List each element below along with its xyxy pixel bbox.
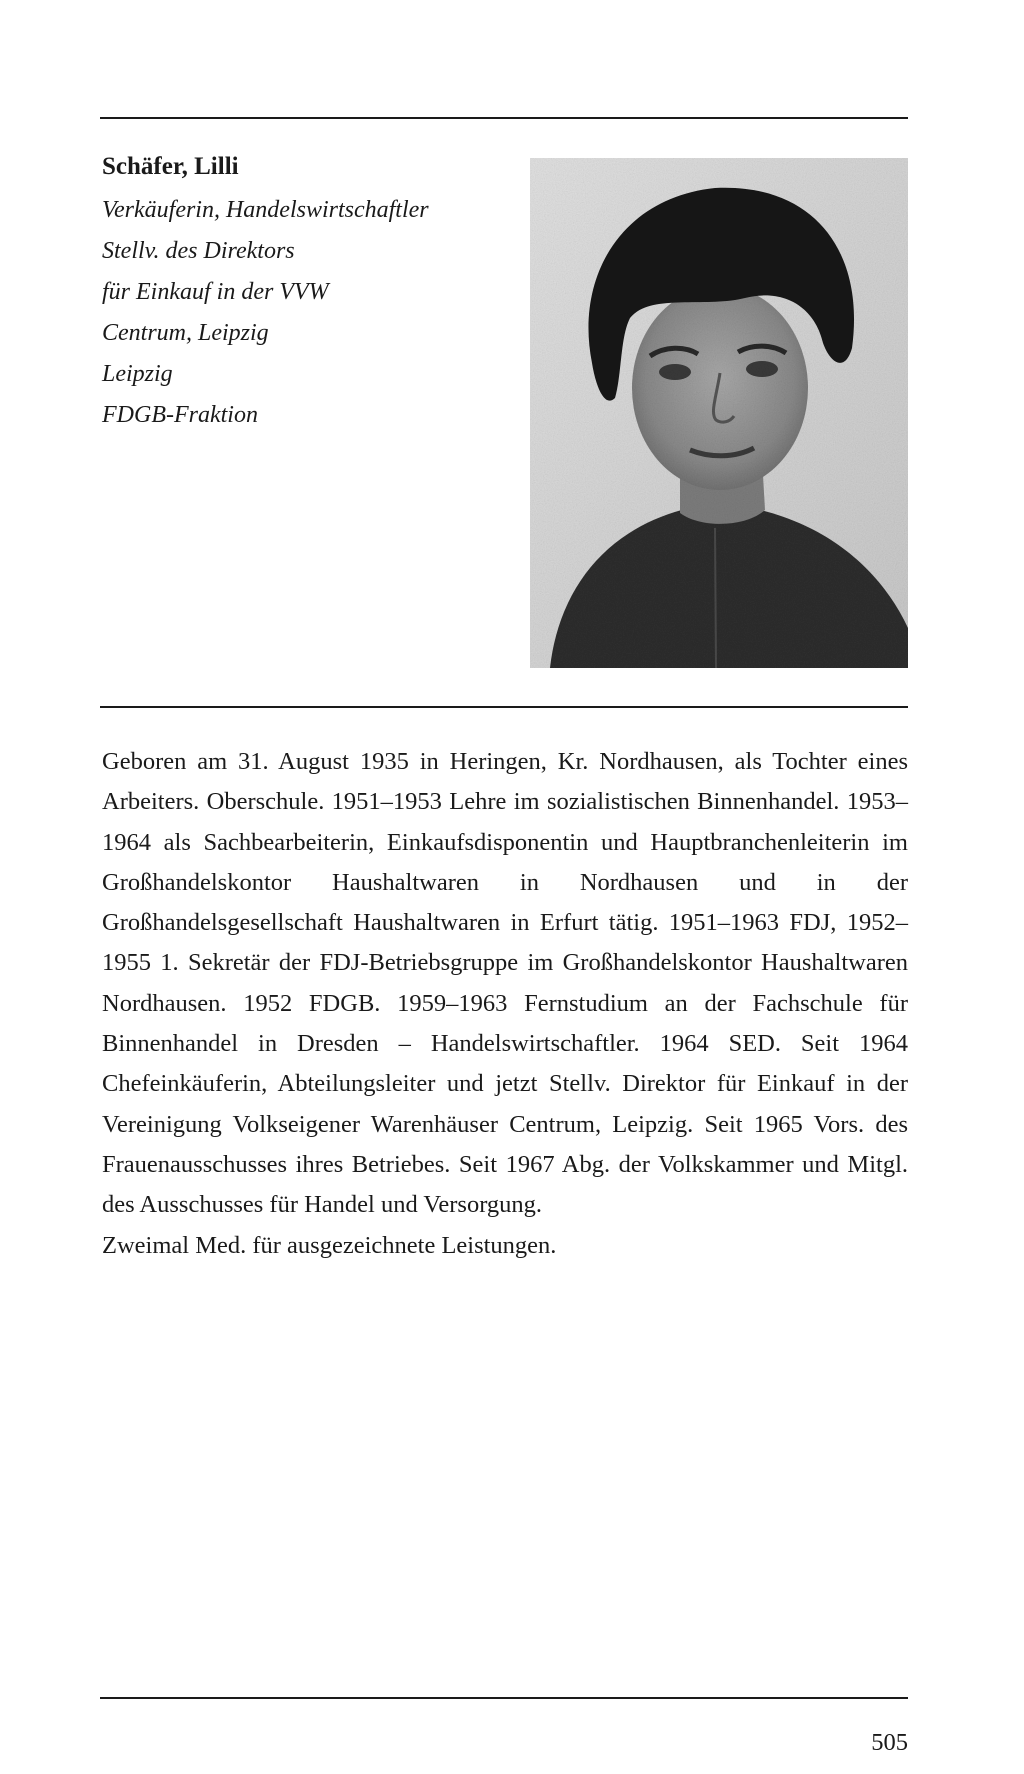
bottom-rule <box>100 1697 908 1699</box>
entry-header <box>102 150 522 436</box>
position-line-1: Stellv. des Direktors <box>102 238 295 264</box>
faction: FDGB-Fraktion <box>102 402 258 428</box>
position-line-3: Centrum, Leipzig <box>102 320 269 346</box>
biography <box>102 742 908 1266</box>
biography-text: Geboren am 31. August 1935 in Heringen, Kr. Nordhausen, als Tochter eines Arbeiters. Oberschule. 1951–1953 Lehre im sozialistischen Binnenhandel. 1953–1964 als Sachbearbeiterin, Einkaufsdisponentin und Hauptbranchenleiterin im Großhandelskontor Haushaltwaren in Nordhausen und in der Großhandelsgesellschaft Haushaltwaren in Erfurt tätig. 1951–1963 FDJ, 1952–1955 1. Sekretär der FDJ-Betriebsgruppe im Großhandelskontor Haushaltwaren Nordhausen. 1952 FDGB. 1959–1963 Fernstudium an der Fachschule für Binnenhandel in Dresden – Handelswirtschaftler. 1964 SED. Seit 1964 Chefeinkäuferin, Abteilungsleiter und jetzt Stellv. Direktor für Einkauf in der Vereinigung Volkseigener Warenhäuser Centrum, Leipzig. Seit 1965 Vors. des Frauenausschusses ihres Betriebes. Seit 1967 Abg. der Volkskammer und Mitgl. des Ausschusses für Handel und Versorgung. <box>102 748 908 1219</box>
constituency: Leipzig <box>102 361 173 387</box>
page-number: 505 <box>871 1729 908 1756</box>
portrait-photo <box>530 158 908 668</box>
middle-rule <box>100 706 908 708</box>
position-line-2: für Einkauf in der VVW <box>102 279 329 305</box>
person-name: Schäfer, Lilli <box>102 153 239 180</box>
top-rule <box>100 117 908 119</box>
awards-text: Zweimal Med. für ausgezeichnete Leistungen. <box>102 1231 557 1259</box>
occupation: Verkäuferin, Handelswirtschaftler <box>102 197 429 223</box>
